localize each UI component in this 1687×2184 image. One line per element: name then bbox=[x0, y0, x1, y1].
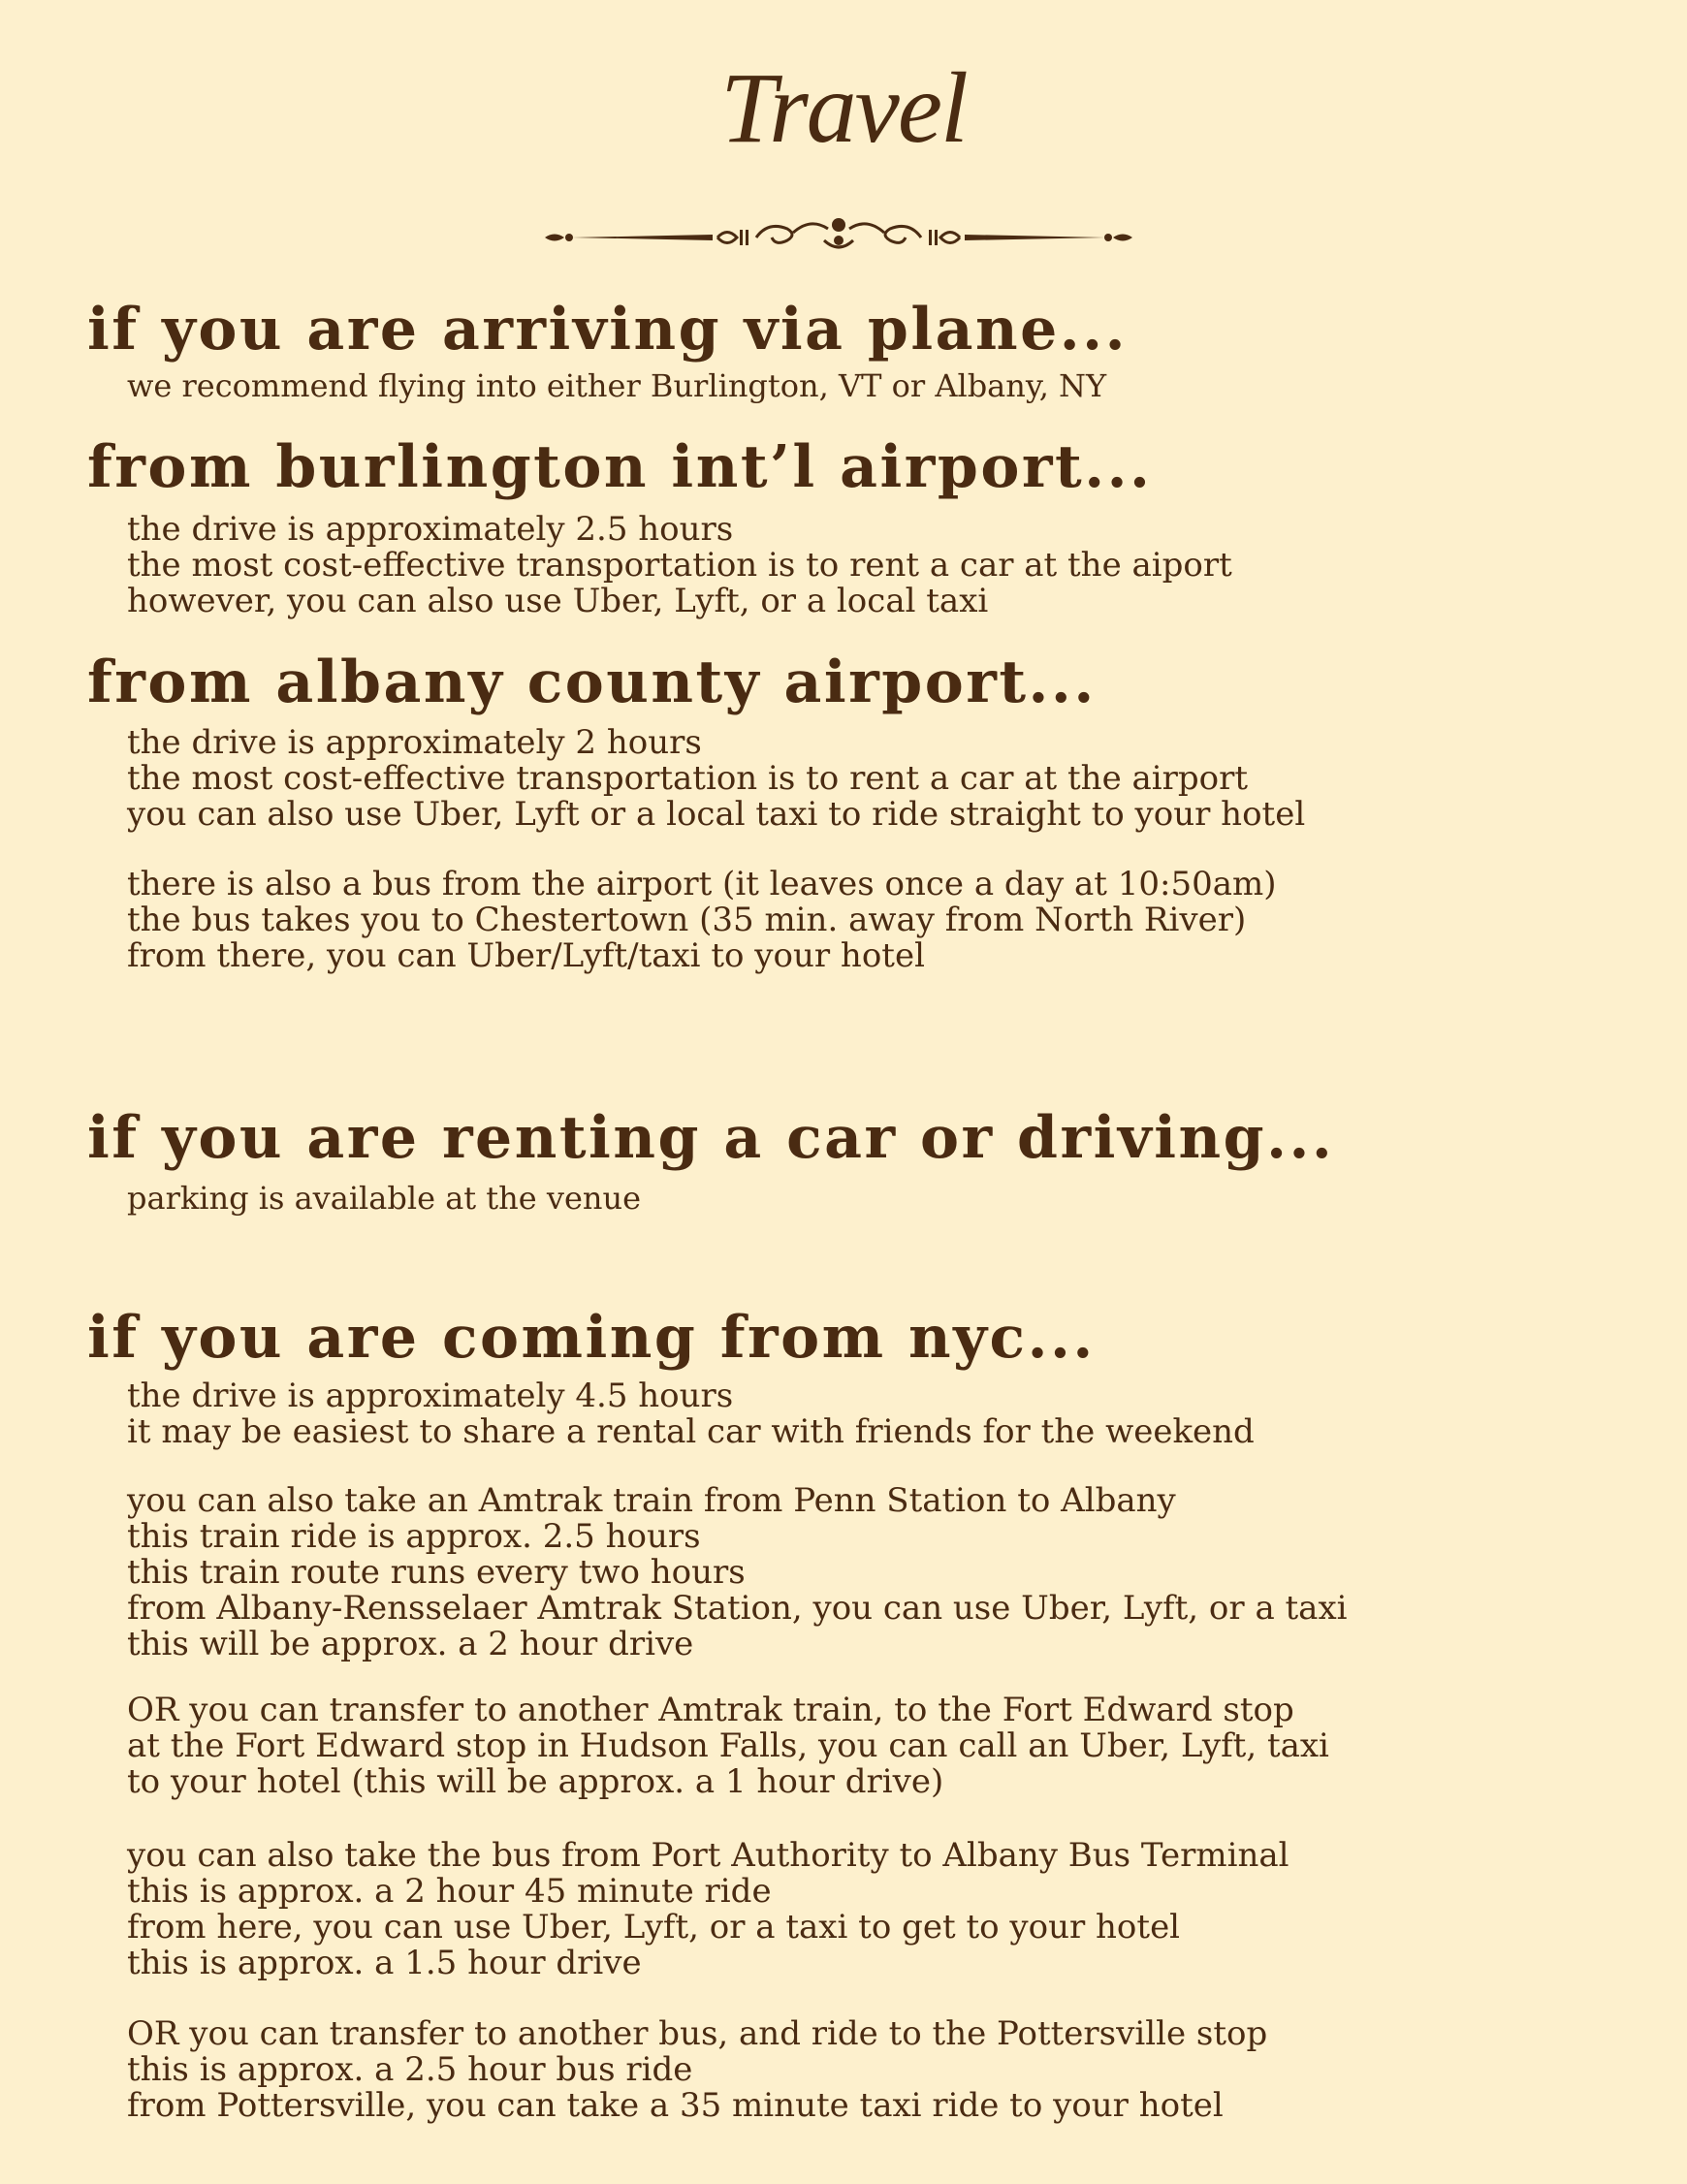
text-line: OR you can transfer to another Amtrak train, to the Fort Edward stop bbox=[127, 1691, 1294, 1729]
text-line: from Pottersville, you can take a 35 minute taxi ride to your hotel bbox=[127, 2086, 1224, 2125]
heading-from-burlington-airport: from burlington int’l airport... bbox=[87, 433, 1153, 501]
text-line: this train ride is approx. 2.5 hours bbox=[127, 1517, 701, 1556]
text-block bbox=[127, 1483, 1348, 1662]
text-line: this train route runs every two hours bbox=[127, 1553, 746, 1592]
text-line: you can also take the bus from Port Authority to Albany Bus Terminal bbox=[127, 1836, 1289, 1875]
heading-arriving-via-plane: if you are arriving via plane... bbox=[87, 296, 1128, 364]
text-block bbox=[127, 2016, 1267, 2124]
text-line: the drive is approximately 4.5 hours bbox=[127, 1377, 734, 1415]
text-line: to your hotel (this will be approx. a 1 hour drive) bbox=[127, 1762, 944, 1801]
text-line: at the Fort Edward stop in Hudson Falls, you can call an Uber, Lyft, taxi bbox=[127, 1726, 1329, 1765]
text-line: from there, you can Uber/Lyft/taxi to your hotel bbox=[127, 936, 925, 975]
text-line: this is approx. a 2.5 hour bus ride bbox=[127, 2050, 693, 2089]
text-line: you can also take an Amtrak train from Penn Station to Albany bbox=[127, 1481, 1176, 1520]
flourish-divider-icon bbox=[543, 211, 1134, 260]
text-line: parking is available at the venue bbox=[127, 1180, 642, 1217]
text-line: from Albany-Rensselaer Amtrak Station, you can use Uber, Lyft, or a taxi bbox=[127, 1589, 1348, 1628]
text-line: this will be approx. a 2 hour drive bbox=[127, 1625, 694, 1663]
text-line: however, you can also use Uber, Lyft, or a local taxi bbox=[127, 582, 989, 620]
text-block bbox=[127, 368, 1106, 404]
text-line: OR you can transfer to another bus, and ride to the Pottersville stop bbox=[127, 2014, 1268, 2053]
text-line: the most cost-effective transportation is to rent a car at the airport bbox=[127, 759, 1249, 798]
text-line: the most cost-effective transportation is to rent a car at the aiport bbox=[127, 546, 1232, 585]
text-line: the drive is approximately 2.5 hours bbox=[127, 510, 734, 549]
text-line: you can also use Uber, Lyft or a local taxi to ride straight to your hotel bbox=[127, 795, 1306, 834]
text-block bbox=[127, 1378, 1255, 1450]
text-block bbox=[127, 1181, 641, 1217]
text-line: there is also a bus from the airport (it leaves once a day at 10:50am) bbox=[127, 865, 1277, 903]
heading-renting-car-or-driving: if you are renting a car or driving... bbox=[87, 1104, 1335, 1172]
text-block bbox=[127, 512, 1232, 619]
heading-from-albany-airport: from albany county airport... bbox=[87, 649, 1097, 716]
text-line: the drive is approximately 2 hours bbox=[127, 723, 702, 762]
text-block bbox=[127, 1838, 1289, 1981]
text-block bbox=[127, 1693, 1329, 1800]
text-line: the bus takes you to Chestertown (35 min. away from North River) bbox=[127, 901, 1247, 939]
page-title: Travel bbox=[720, 52, 967, 164]
text-line: from here, you can use Uber, Lyft, or a taxi to get to your hotel bbox=[127, 1908, 1181, 1947]
text-line: we recommend flying into either Burlington, VT or Albany, NY bbox=[127, 367, 1107, 404]
text-block bbox=[127, 867, 1276, 974]
text-line: this is approx. a 2 hour 45 minute ride bbox=[127, 1872, 772, 1911]
heading-coming-from-nyc: if you are coming from nyc... bbox=[87, 1304, 1096, 1372]
text-block bbox=[127, 725, 1305, 833]
text-line: this is approx. a 1.5 hour drive bbox=[127, 1944, 642, 1982]
text-line: it may be easiest to share a rental car with friends for the weekend bbox=[127, 1412, 1255, 1451]
